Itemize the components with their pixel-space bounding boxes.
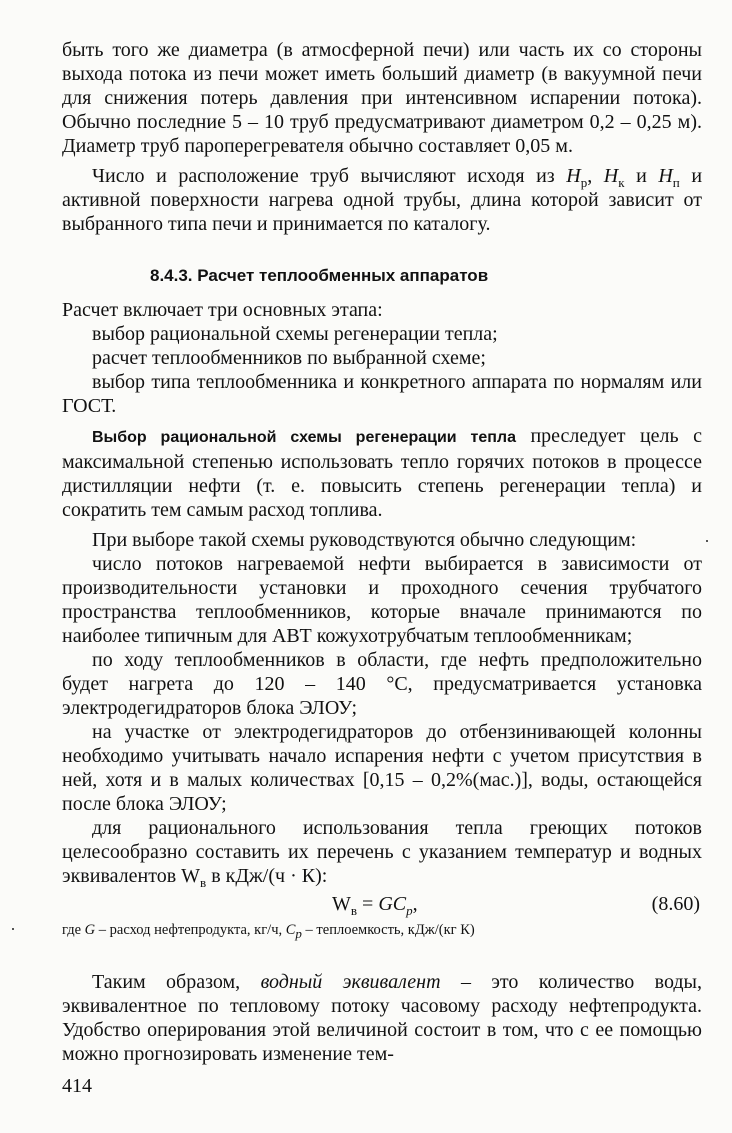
italic-term: водный эквивалент [260, 971, 441, 993]
paragraph-water-equivalent: Таким образом, водный эквивалент – это количество воды, эквивалентное по тепловому потоку часовому расходу нефтепродукта. Удобство оперирования этой величиной состоит в том, что с ее помощью можно прогнозировать изменение тем- [62, 971, 702, 1065]
list-item-stage-2: расчет теплообменников по выбранной схеме; [92, 347, 486, 369]
formula-legend: где G – расход нефтепродукта, кг/ч, $C_p$ – теплоемкость, кДж/(кг К) [62, 922, 475, 941]
list-item-desalting: по ходу теплообменников в области, где нефть предположительно будет нагрета до 120 – 140 °С, предусматривается установка электродегидраторов блока ЭЛОУ; [62, 649, 702, 719]
page-number: 414 [62, 1075, 92, 1097]
formula-8-60 [62, 890, 702, 918]
list-item-stage-1: выбор рациональной схемы регенерации тепла; [92, 323, 498, 345]
section-heading: 8.4.3. Расчет теплообменных аппаратов [150, 266, 489, 285]
list-item-heat-flows: для рационального использования тепла греющих потоков целесообразно составить их перечень с указанием температур и водных эквивалентов $W_в$ в кДж/(ч · К): [62, 817, 702, 890]
list-item-oil-flows: число потоков нагреваемой нефти выбирается в зависимости от производительности установки и проходного сечения трубчатого пространства теплообменников, которые вначале принимаются по наиболее типичным для АВТ кожухотрубчатым теплообменникам; [62, 553, 702, 647]
list-item-stage-3: выбор типа теплообменника и конкретного аппарата по нормалям или ГОСТ. [62, 371, 702, 417]
paragraph-tube-diameter: быть того же диаметра (в атмосферной печи) или часть их со стороны выхода потока из печи может иметь больший диаметр (в вакуумной печи для снижения потерь давления при интенсивном испарении потока). Обычно последние 5 – 10 труб предусматривают диаметром 0,2 – 0,25 м). Диаметр труб пароперегревателя обычно составляет 0,05 м. [62, 39, 702, 157]
paragraph-guidelines: При выборе такой схемы руководствуются обычно следующим: [92, 529, 637, 551]
paragraph-tube-count: Число и расположение труб вычисляют исходя из $H_р$, $H_к$ и $H_п$ и активной поверхности нагрева одной трубы, длина которой зависит от выбранного типа печи и принимается по каталогу. [62, 165, 703, 235]
paragraph-intro: Расчет включает три основных этапа: [62, 299, 383, 321]
scan-speck [706, 540, 708, 542]
bold-term: Выбор рациональной схемы регенерации тепла [92, 429, 516, 446]
formula-number: (8.60) [651, 893, 700, 915]
list-item-evaporation: на участке от электродегидраторов до отбензинивающей колонны необходимо учитывать начало испарения нефти с учетом присутствия в ней, хотя и в малых количествах [0,15 – 0,2%(мас.)], воды, остающейся после блока ЭЛОУ; [62, 721, 702, 815]
formula-expression: $W_в = GC_p$, [332, 893, 418, 918]
scan-speck [12, 928, 14, 930]
paragraph-scheme-choice: Выбор рациональной схемы регенерации тепла преследует цель с максимальной степенью использовать тепло горячих потоков в процессе дистилляции нефти (т. е. повысить степень регенерации тепла) и сократить тем самым расход топлива. [62, 425, 702, 521]
